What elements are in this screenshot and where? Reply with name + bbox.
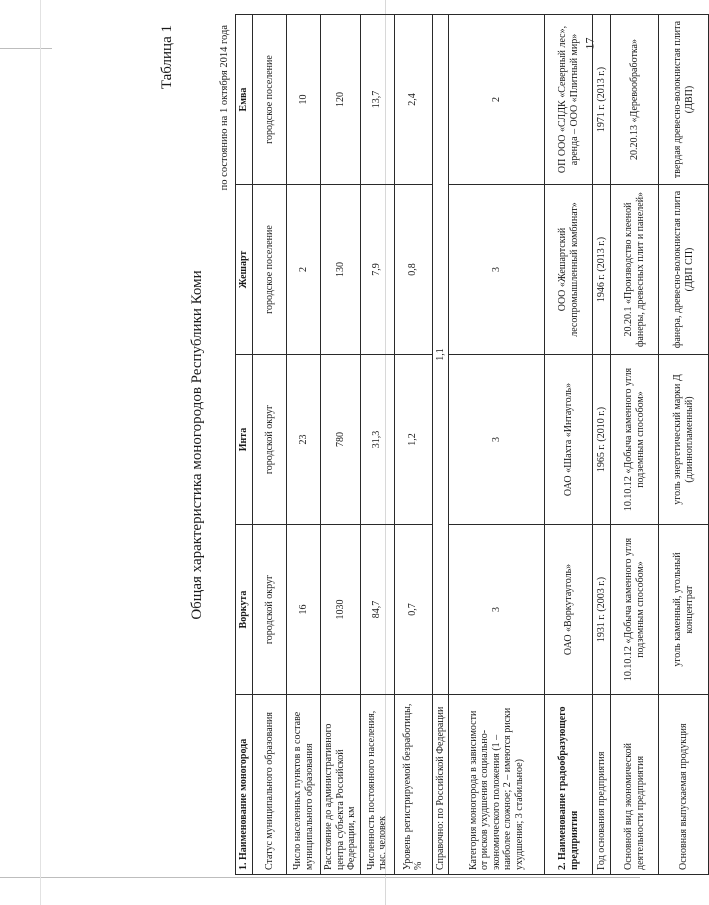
enterprise-name: ОАО «Воркутауголь» (545, 525, 593, 695)
cell-value: 1971 г. (2013 г.) (593, 15, 611, 185)
cell-value: 1030 (321, 525, 361, 695)
cell-value: городское поселение (253, 15, 287, 185)
cell-value: городское поселение (253, 185, 287, 355)
cell-value: 130 (321, 185, 361, 355)
row-label: Численность постоянного населения, тыс. человек (360, 695, 394, 875)
row-label: Год основания предприятия (593, 695, 611, 875)
cell-value: городской округ (253, 355, 287, 525)
cell-value: 20.20.1 «Производство клееной фанеры, древесных плит и панелей» (611, 185, 659, 355)
table-row (394, 15, 432, 875)
cell-value: 31,3 (360, 355, 394, 525)
reference-row (432, 15, 449, 875)
category-value: 2 (449, 15, 545, 185)
row-label: Число населенных пунктов в составе муниципального образования (287, 695, 321, 875)
row-label: Расстояние до административного центра субъекта Российской Федерации, км (321, 695, 361, 875)
scan-artifact-line (0, 48, 52, 49)
town-header: Воркута (236, 525, 253, 695)
row-label: Основная выпускаемая продукция (659, 695, 709, 875)
cell-value: 16 (287, 525, 321, 695)
cell-value: 7,9 (360, 185, 394, 355)
date-note: по состоянию на 1 октября 2014 года (219, 25, 230, 191)
cell-value: 0,8 (394, 185, 432, 355)
document-title: Общая характеристика моногородов Республики Коми (189, 270, 205, 620)
cell-value: 1931 г. (2003 г.) (593, 525, 611, 695)
town-header: Жешарт (236, 185, 253, 355)
table-row (287, 15, 321, 875)
table-row (360, 15, 394, 875)
table-row (321, 15, 361, 875)
table-row (593, 15, 611, 875)
category-row (449, 15, 545, 875)
row-label: Основной вид экономической деятельности предприятия (611, 695, 659, 875)
cell-value: 13,7 (360, 15, 394, 185)
category-value: 3 (449, 185, 545, 355)
table-row (611, 15, 659, 875)
table-label: Таблица 1 (159, 25, 175, 90)
cell-value: 2,4 (394, 15, 432, 185)
scan-artifact-line (40, 0, 41, 905)
enterprise-name: ОАО «Шахта «Интауголь» (545, 355, 593, 525)
cell-value: 10.10.12 «Добыча каменного угля подземным способом» (611, 355, 659, 525)
category-value: 3 (449, 525, 545, 695)
table-row (659, 15, 709, 875)
cell-value: уголь энергетический марки Д (длиннопламенный) (659, 355, 709, 525)
enterprise-name: ОП ООО «СЛДК «Северный лес», аренда – ООО «Плитный мир» (545, 15, 593, 185)
cell-value: твердая древесно-волокнистая плита (ДВП) (659, 15, 709, 185)
cell-value: 84,7 (360, 525, 394, 695)
cell-value: 1965 г. (2010 г.) (593, 355, 611, 525)
rotated-page-content (155, 15, 695, 875)
reference-label: Справочно: по Российской Федерации (432, 695, 449, 875)
section2-label: 2. Наименование градообразующего предприятия (545, 695, 593, 875)
monotowns-table (235, 14, 709, 875)
cell-value: 120 (321, 15, 361, 185)
category-value: 3 (449, 355, 545, 525)
cell-value: 10.10.12 «Добыча каменного угля подземным способом» (611, 525, 659, 695)
category-label: Категория моногорода в зависимости от рисков ухудшения социально-экономического положения (1 – наиболее сложное; 2 – имеются риски ухудшения; 3 стабильное) (449, 695, 545, 875)
row-label: Уровень регистрируемой безработицы, % (394, 695, 432, 875)
cell-value: 780 (321, 355, 361, 525)
scan-artifact-line (0, 877, 640, 878)
cell-value: 2 (287, 185, 321, 355)
enterprise-name: ООО «Жешартский лесопромышленный комбинат» (545, 185, 593, 355)
enterprise-row (545, 15, 593, 875)
page-number: 17 (582, 37, 597, 50)
header-label: 1. Наименование моногорода (236, 695, 253, 875)
town-header: Инта (236, 355, 253, 525)
cell-value: 23 (287, 355, 321, 525)
cell-value: уголь каменный, угольный концентрат (659, 525, 709, 695)
cell-value: 0,7 (394, 525, 432, 695)
table-row (253, 15, 287, 875)
town-header: Емва (236, 15, 253, 185)
cell-value: фанера, древесно-волокнистая плита (ДВП СП) (659, 185, 709, 355)
cell-value: 1946 г. (2013 г.) (593, 185, 611, 355)
cell-value: городской округ (253, 525, 287, 695)
reference-value: 1,1 (432, 15, 449, 695)
cell-value: 20.20.13 «Деревообработка» (611, 15, 659, 185)
row-label: Статус муниципального образования (253, 695, 287, 875)
header-row (236, 15, 253, 875)
cell-value: 1,2 (394, 355, 432, 525)
cell-value: 10 (287, 15, 321, 185)
